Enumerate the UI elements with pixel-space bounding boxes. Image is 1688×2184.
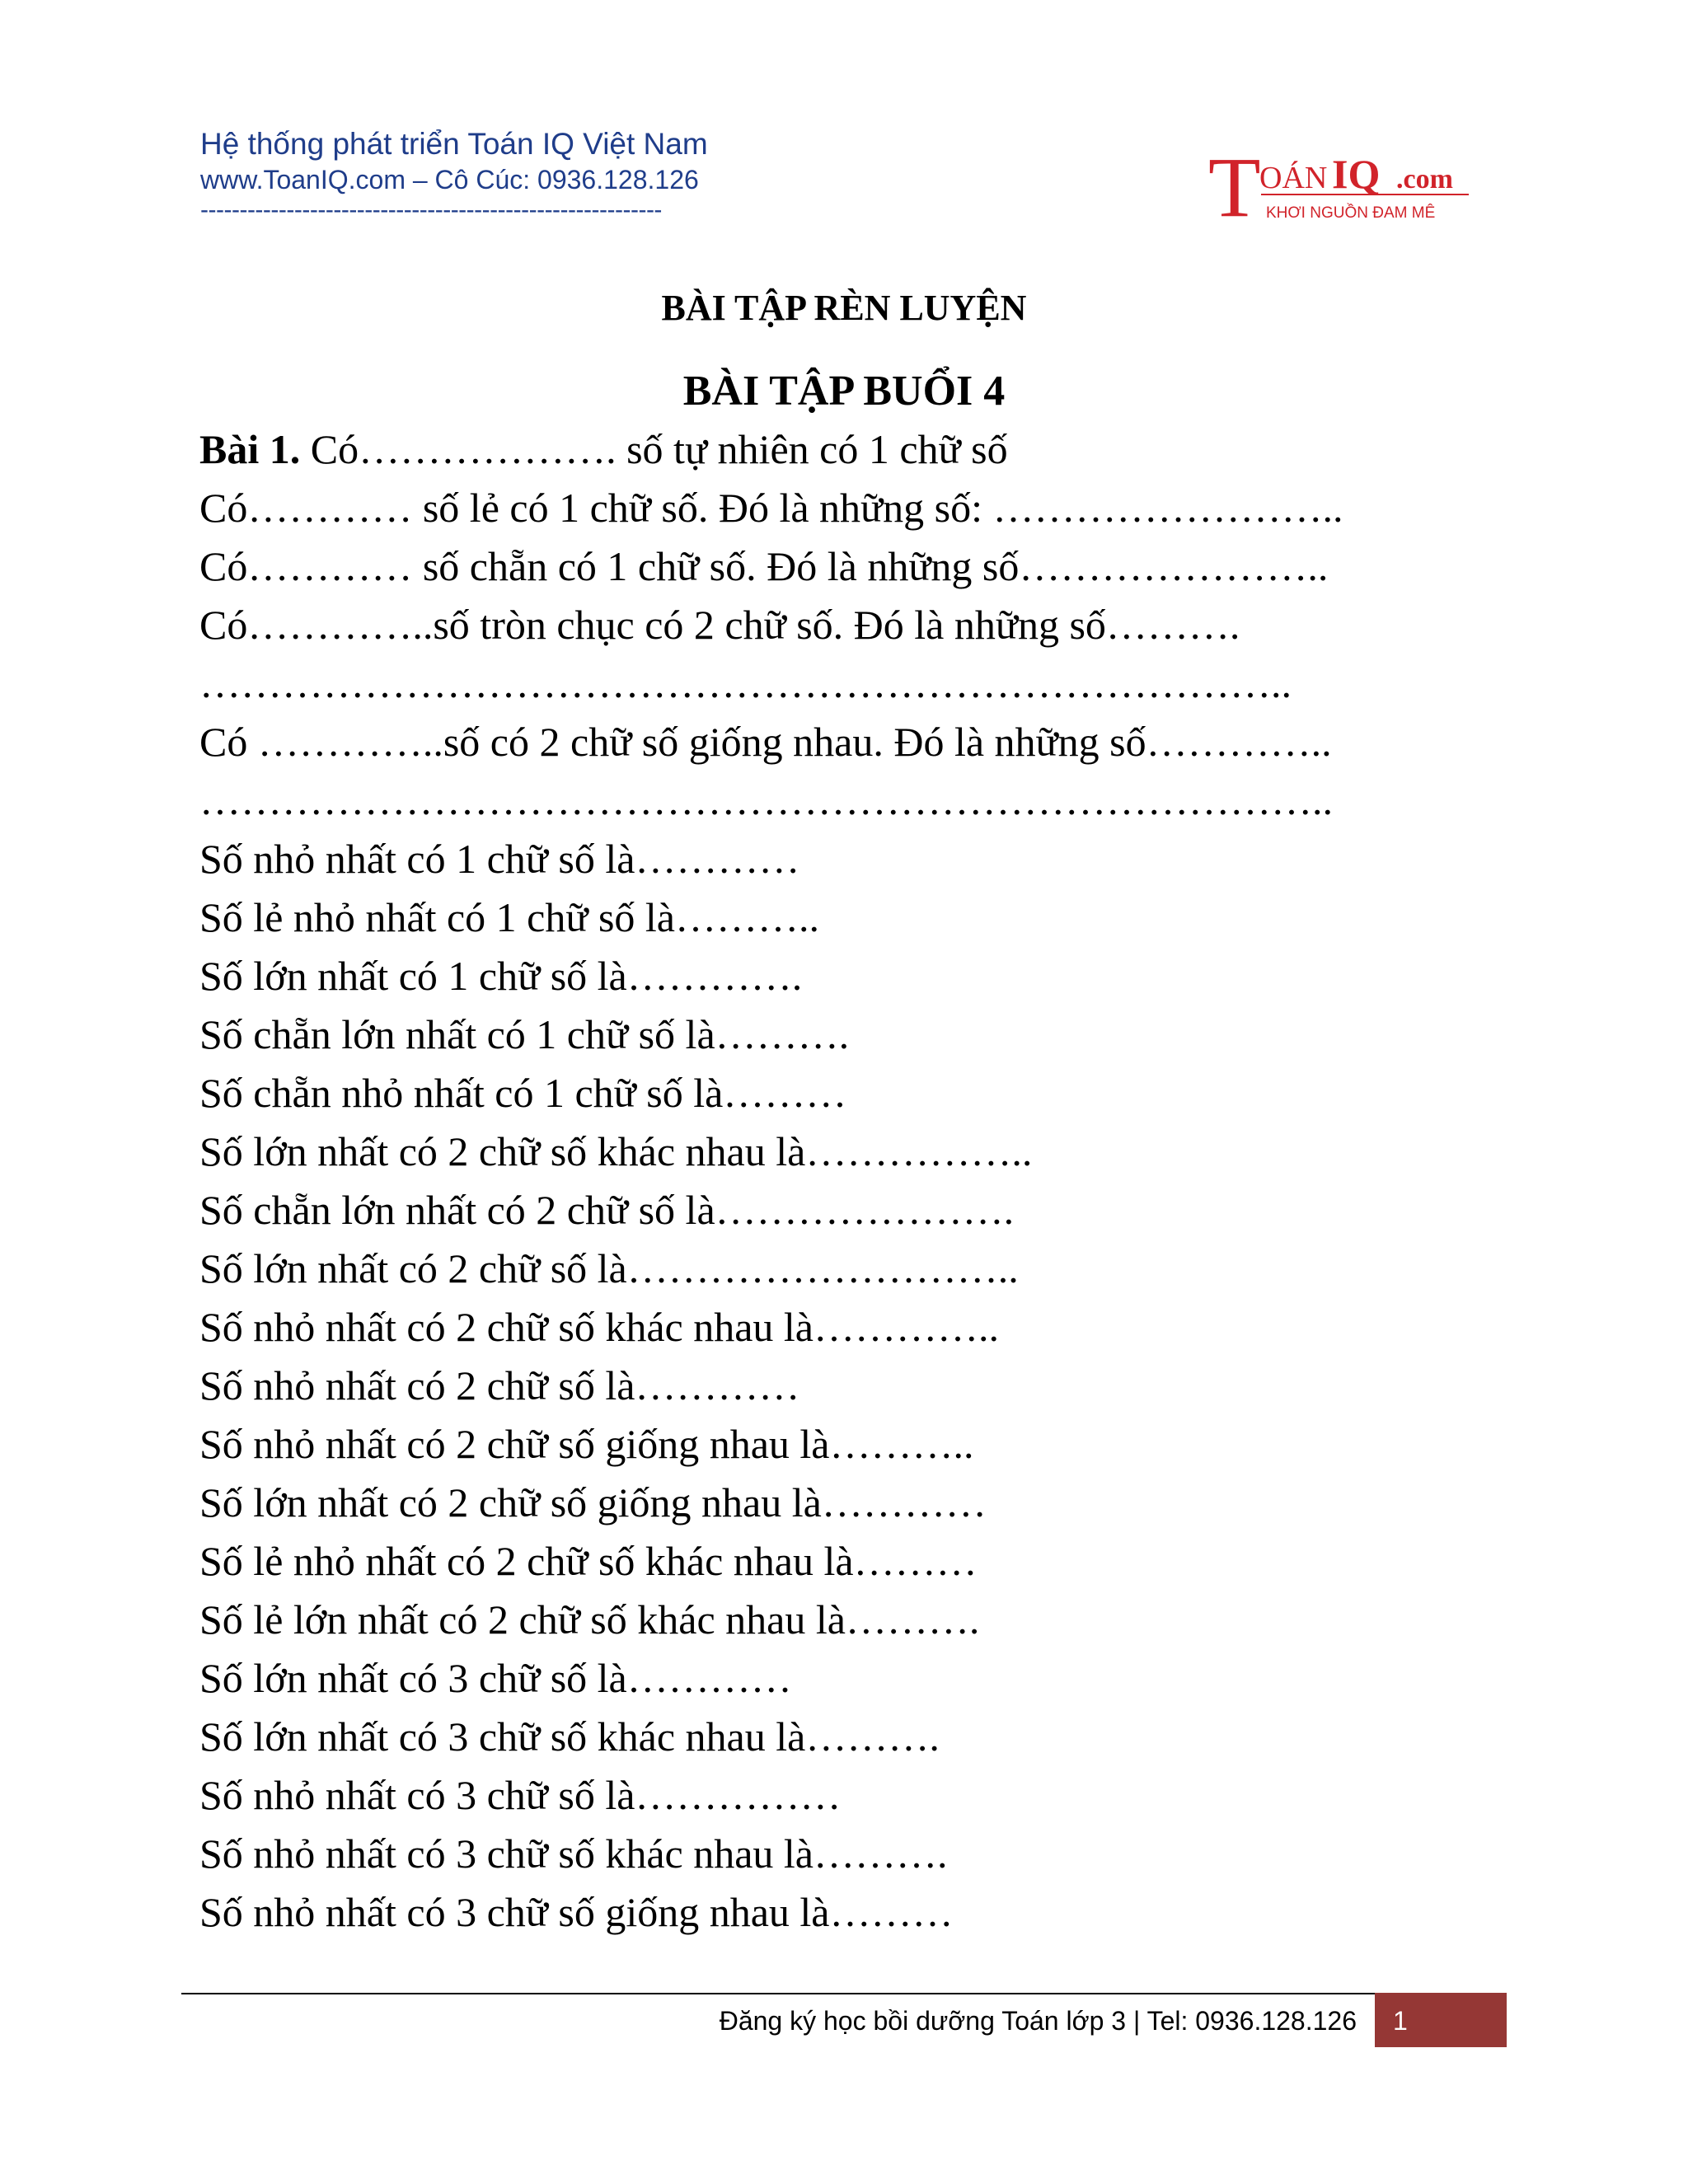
exercise-line: Số lớn nhất có 2 chữ số giống nhau là………… [199, 1479, 987, 1526]
exercise-line: Số lớn nhất có 3 chữ số là………… [199, 1655, 792, 1701]
exercise-line: Số lẻ lớn nhất có 2 chữ số khác nhau là………. [199, 1596, 980, 1643]
logo-slogan: KHƠI NGUỒN ĐAM MÊ [1266, 204, 1436, 222]
exercise-line: Số nhỏ nhất có 3 chữ số khác nhau là………. [199, 1830, 948, 1877]
exercise-label: Bài 1. [199, 426, 301, 472]
exercise-first-line: Có………………. số tự nhiên có 1 chữ số [300, 426, 1008, 472]
exercise-line: Có………… số chẵn có 1 chữ số. Đó là những số………………….. [199, 543, 1329, 589]
exercise-line [199, 420, 1510, 479]
page-number: 1 [1393, 2006, 1408, 2036]
exercise-1 [199, 420, 1510, 1942]
exercise-line: Có………… số lẻ có 1 chữ số. Đó là những số: …………………….. [199, 485, 1343, 531]
footer-rule [181, 1993, 1507, 1994]
exercise-line: Có …………..số có 2 chữ số giống nhau. Đó là những số………….. [199, 719, 1332, 765]
exercise-line: ……………………………………………………………………….. [199, 777, 1333, 823]
exercise-line: Số chẵn lớn nhất có 2 chữ số là…………………. [199, 1187, 1015, 1233]
exercise-line: Số lớn nhất có 2 chữ số là……………………….. [199, 1245, 1019, 1291]
exercise-line: Số lẻ nhỏ nhất có 1 chữ số là……….. [199, 894, 820, 940]
exercise-line: Số nhỏ nhất có 3 chữ số là…………… [199, 1772, 842, 1818]
exercise-line: Số nhỏ nhất có 2 chữ số giống nhau là……….. [199, 1421, 974, 1467]
worksheet-title: BÀI TẬP RÈN LUYỆN [661, 288, 1027, 328]
exercise-line: Số lẻ nhỏ nhất có 2 chữ số khác nhau là……… [199, 1538, 978, 1584]
logo-domain: .com [1396, 164, 1453, 194]
exercise-line: Số nhỏ nhất có 1 chữ số là………… [199, 836, 800, 882]
page-header [200, 125, 708, 224]
exercise-line: Số chẵn lớn nhất có 1 chữ số là………. [199, 1011, 850, 1057]
session-title: BÀI TẬP BUỔI 4 [682, 368, 1006, 415]
exercise-line: Số nhỏ nhất có 2 chữ số khác nhau là………….. [199, 1304, 999, 1350]
organization-name: Hệ thống phát triển Toán IQ Việt Nam [200, 127, 708, 161]
exercise-line: Số nhỏ nhất có 2 chữ số là………… [199, 1362, 800, 1408]
exercise-line: Số nhỏ nhất có 3 chữ số giống nhau là……… [199, 1889, 954, 1935]
logo-word: OÁN [1259, 161, 1328, 195]
exercise-line: …………………………………………………………………….. [199, 660, 1292, 706]
footer-text: Đăng ký học bồi dưỡng Toán lớp 3 | Tel: 0936.128.126 [719, 2006, 1357, 2036]
contact-line: www.ToanIQ.com – Cô Cúc: 0936.128.126 [200, 165, 699, 194]
exercise-line: Số lớn nhất có 3 chữ số khác nhau là………. [199, 1713, 940, 1760]
exercise-line: Có…………..số tròn chục có 2 chữ số. Đó là những số………. [199, 602, 1240, 648]
exercise-line: Số lớn nhất có 1 chữ số là…………. [199, 953, 803, 999]
toaniq-logo [1208, 145, 1472, 227]
logo-iq: IQ [1332, 151, 1381, 197]
exercise-line: Số chẵn nhỏ nhất có 1 chữ số là……… [199, 1070, 847, 1116]
exercise-line: Số lớn nhất có 2 chữ số khác nhau là…………….. [199, 1128, 1033, 1174]
header-dashed-rule: ----------------------------------------------------------- [200, 196, 662, 223]
logo-letter-t: T [1208, 145, 1261, 227]
